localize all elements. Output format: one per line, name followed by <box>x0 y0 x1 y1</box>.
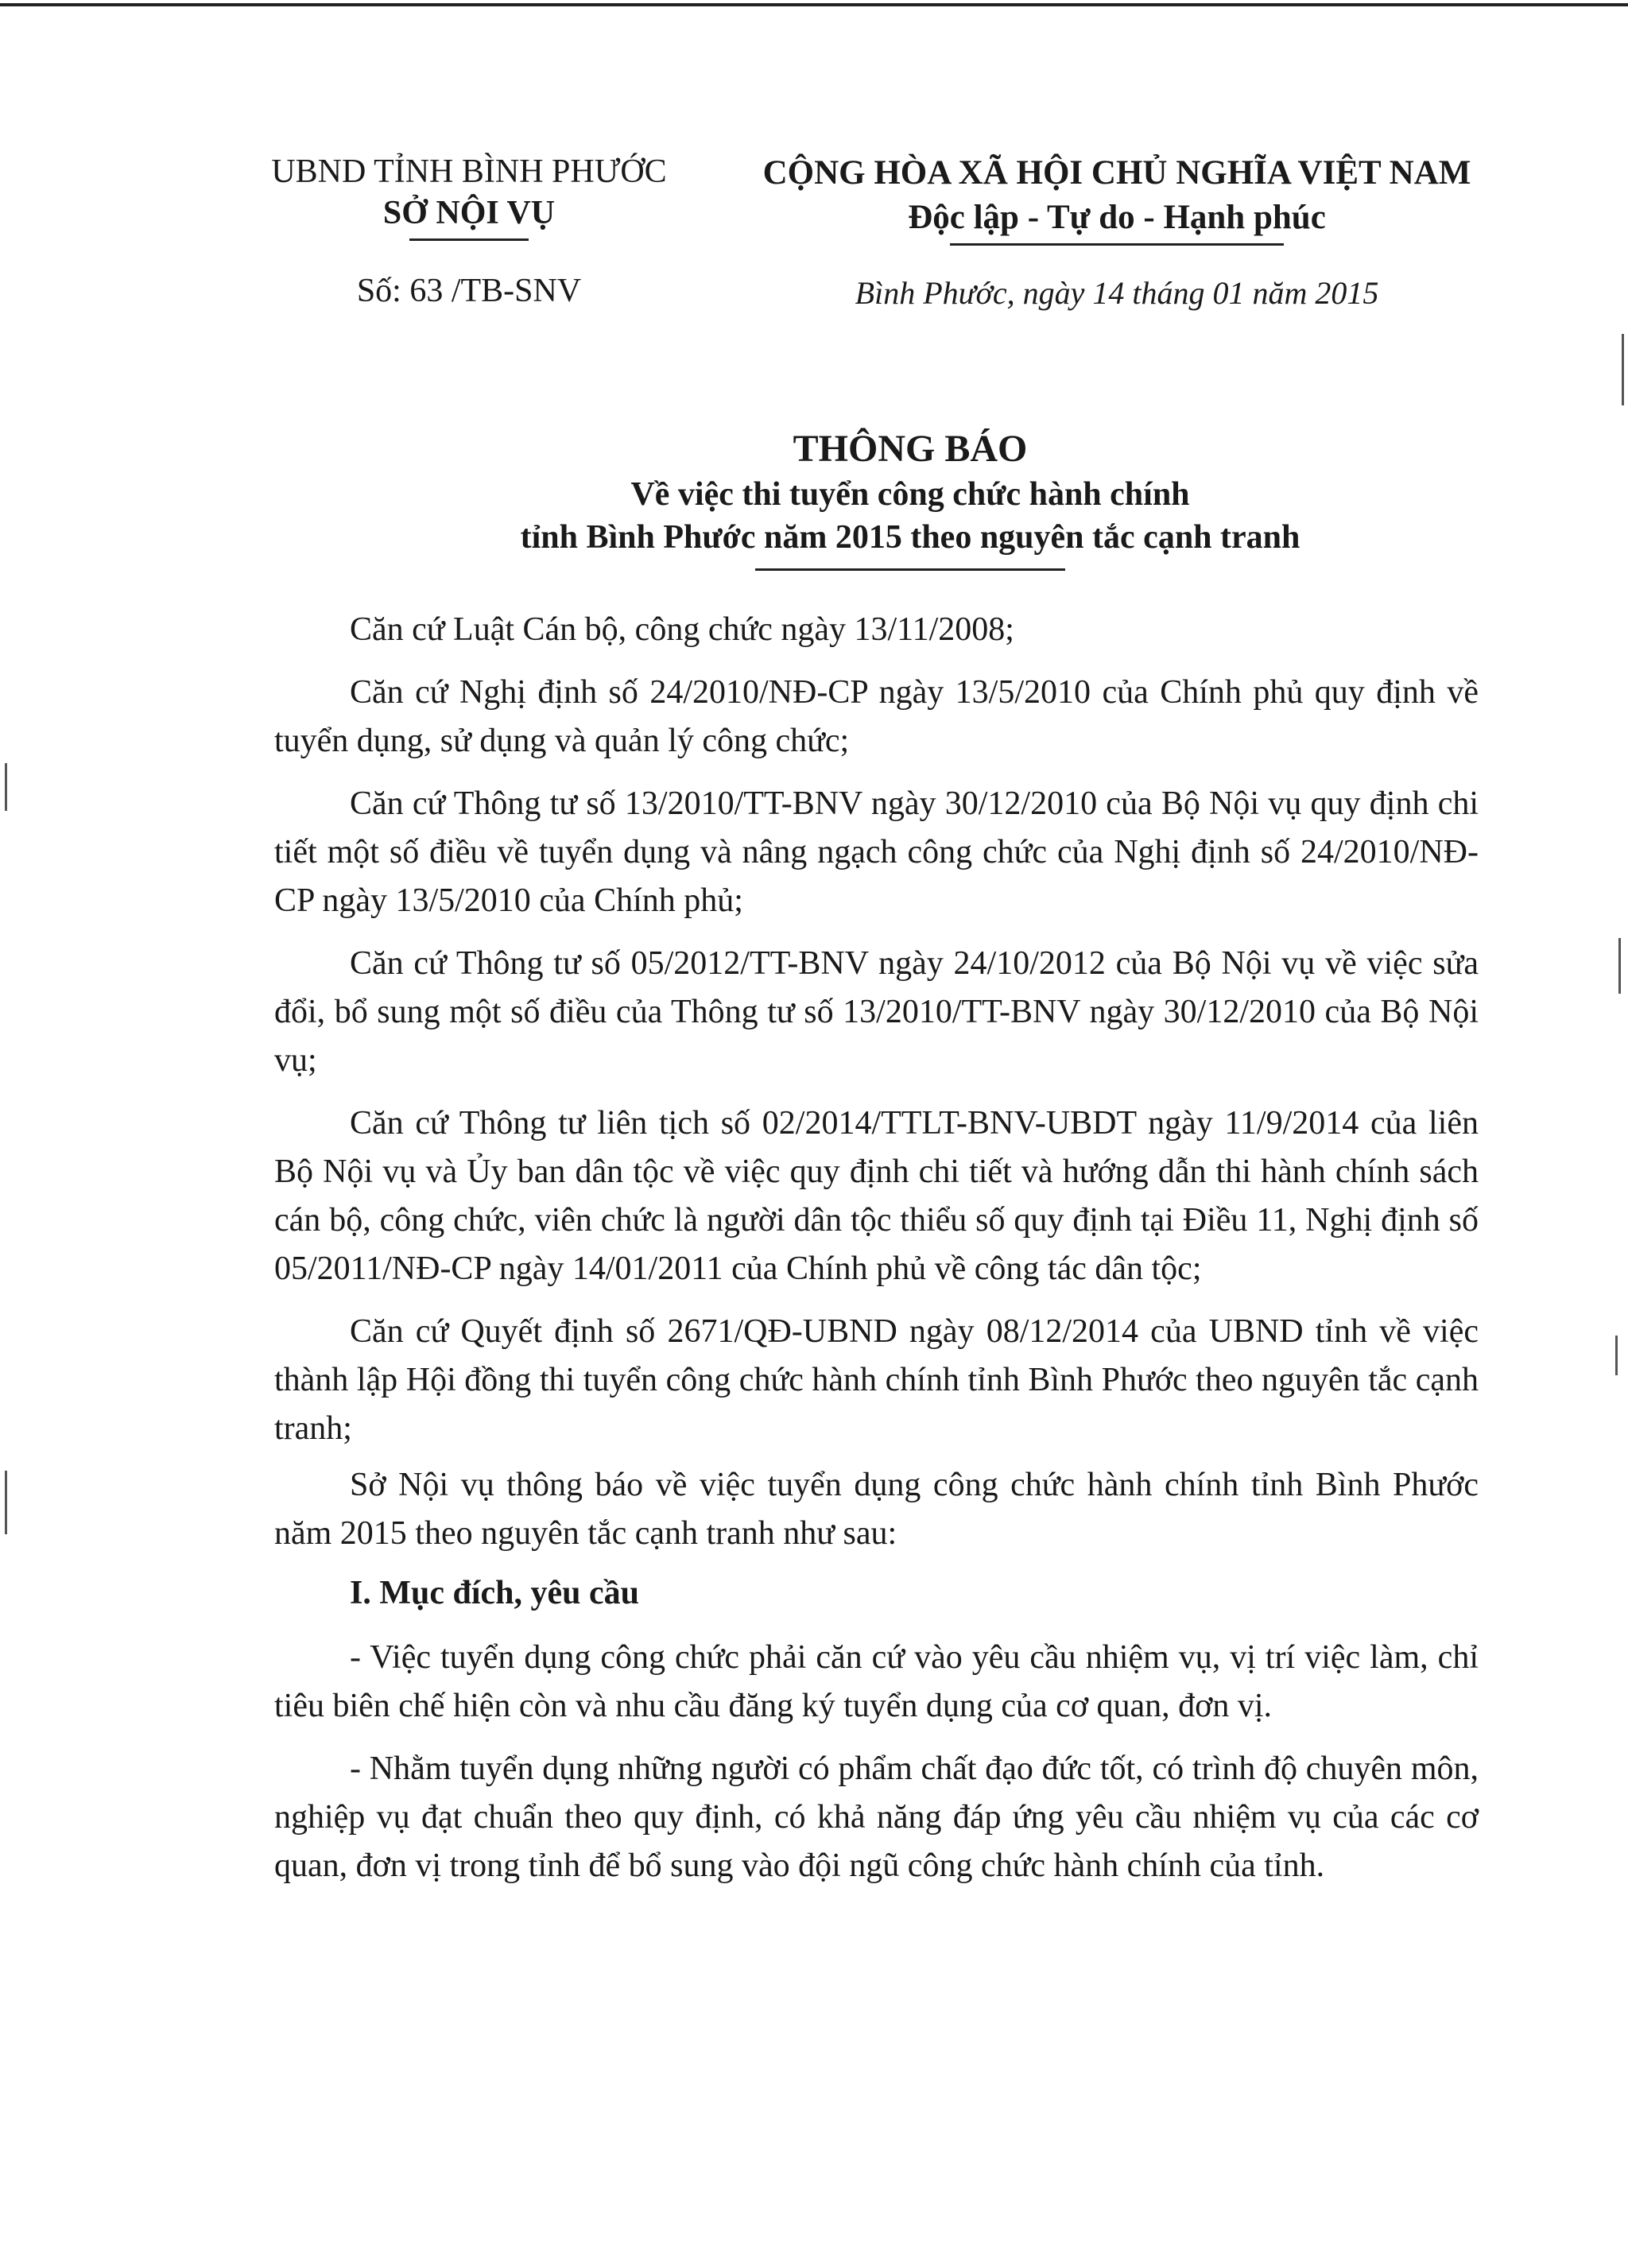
scan-margin-mark <box>5 763 7 811</box>
document-number: Số: 63 /TB-SNV <box>356 273 582 309</box>
national-motto: Độc lập - Tự do - Hạnh phúc <box>908 199 1326 236</box>
legal-basis-paragraph: Căn cứ Quyết định số 2671/QĐ-UBND ngày 08/12/2014 của UBND tỉnh về việc thành lập Hội đồng thi tuyển công chức hành chính tỉnh Bình Phước theo nguyên tắc cạnh tranh; <box>274 1313 1479 1447</box>
scan-margin-mark <box>1615 1336 1618 1375</box>
title-main: THÔNG BÁO <box>793 428 1028 470</box>
section-item: - Nhằm tuyển dụng những người có phẩm chất đạo đức tốt, có trình độ chuyên môn, nghiệp vụ đạt chuẩn theo quy định, có khả năng đáp ứng yêu cầu nhiệm vụ của các cơ quan, đơn vị trong tỉnh để bổ sung vào đội ngũ công chức hành chính của tỉnh. <box>274 1750 1479 1884</box>
legal-basis-paragraph: Căn cứ Luật Cán bộ, công chức ngày 13/11/2008; <box>350 611 1014 648</box>
issuing-organization <box>238 151 700 241</box>
province-org-name: UBND TỈNH BÌNH PHƯỚC <box>271 153 667 190</box>
document-title <box>238 425 1582 571</box>
nation-name: CỘNG HÒA XÃ HỘI CHỦ NGHĨA VIỆT NAM <box>762 154 1471 192</box>
scan-margin-mark <box>1618 938 1621 994</box>
legal-basis-paragraph: Căn cứ Thông tư liên tịch số 02/2014/TTLT-BNV-UBDT ngày 11/9/2014 của liên Bộ Nội vụ và Ủy ban dân tộc về việc quy định chi tiết và hướng dẫn thi hành chính sách cán bộ, công chức, viên chức là người dân tộc thiểu số quy định tại Điều 11, Nghị định số 05/2011/NĐ-CP ngày 14/01/2011 của Chính phủ về công tác dân tộc; <box>274 1105 1479 1287</box>
place-and-date: Bình Phước, ngày 14 tháng 01 năm 2015 <box>855 275 1379 311</box>
document-body <box>274 606 1479 1905</box>
title-subject-line-2: tỉnh Bình Phước năm 2015 theo nguyên tắc cạnh tranh <box>520 519 1300 556</box>
scan-margin-mark <box>1622 334 1624 405</box>
scan-margin-mark <box>5 1471 7 1534</box>
announcement-paragraph: Sở Nội vụ thông báo về việc tuyển dụng công chức hành chính tỉnh Bình Phước năm 2015 theo nguyên tắc cạnh tranh như sau: <box>274 1467 1479 1552</box>
section-heading: I. Mục đích, yêu cầu <box>350 1575 640 1611</box>
legal-basis-paragraph: Căn cứ Nghị định số 24/2010/NĐ-CP ngày 13/5/2010 của Chính phủ quy định về tuyển dụng, sử dụng và quản lý công chức; <box>274 674 1479 759</box>
department-underline <box>409 238 529 241</box>
department-name: SỞ NỘI VỤ <box>382 195 556 231</box>
legal-basis-paragraph: Căn cứ Thông tư số 05/2012/TT-BNV ngày 24/10/2012 của Bộ Nội vụ về việc sửa đổi, bổ sung một số điều của Thông tư số 13/2010/TT-BNV ngày 30/12/2010 của Bộ Nội vụ; <box>274 945 1479 1079</box>
section-item: - Việc tuyển dụng công chức phải căn cứ vào yêu cầu nhiệm vụ, vị trí việc làm, chỉ tiêu biên chế hiện còn và nhu cầu đăng ký tuyển dụng của cơ quan, đơn vị. <box>274 1639 1479 1724</box>
motto-underline <box>950 243 1284 246</box>
legal-basis-paragraph: Căn cứ Thông tư số 13/2010/TT-BNV ngày 30/12/2010 của Bộ Nội vụ quy định chi tiết một số điều về tuyển dụng và nâng ngạch công chức của Nghị định số 24/2010/NĐ-CP ngày 13/5/2010 của Chính phủ; <box>274 785 1479 919</box>
scan-edge-line <box>0 3 1628 6</box>
title-underline <box>755 568 1065 571</box>
national-heading <box>719 151 1514 246</box>
title-subject-line-1: Về việc thi tuyển công chức hành chính <box>630 476 1190 513</box>
